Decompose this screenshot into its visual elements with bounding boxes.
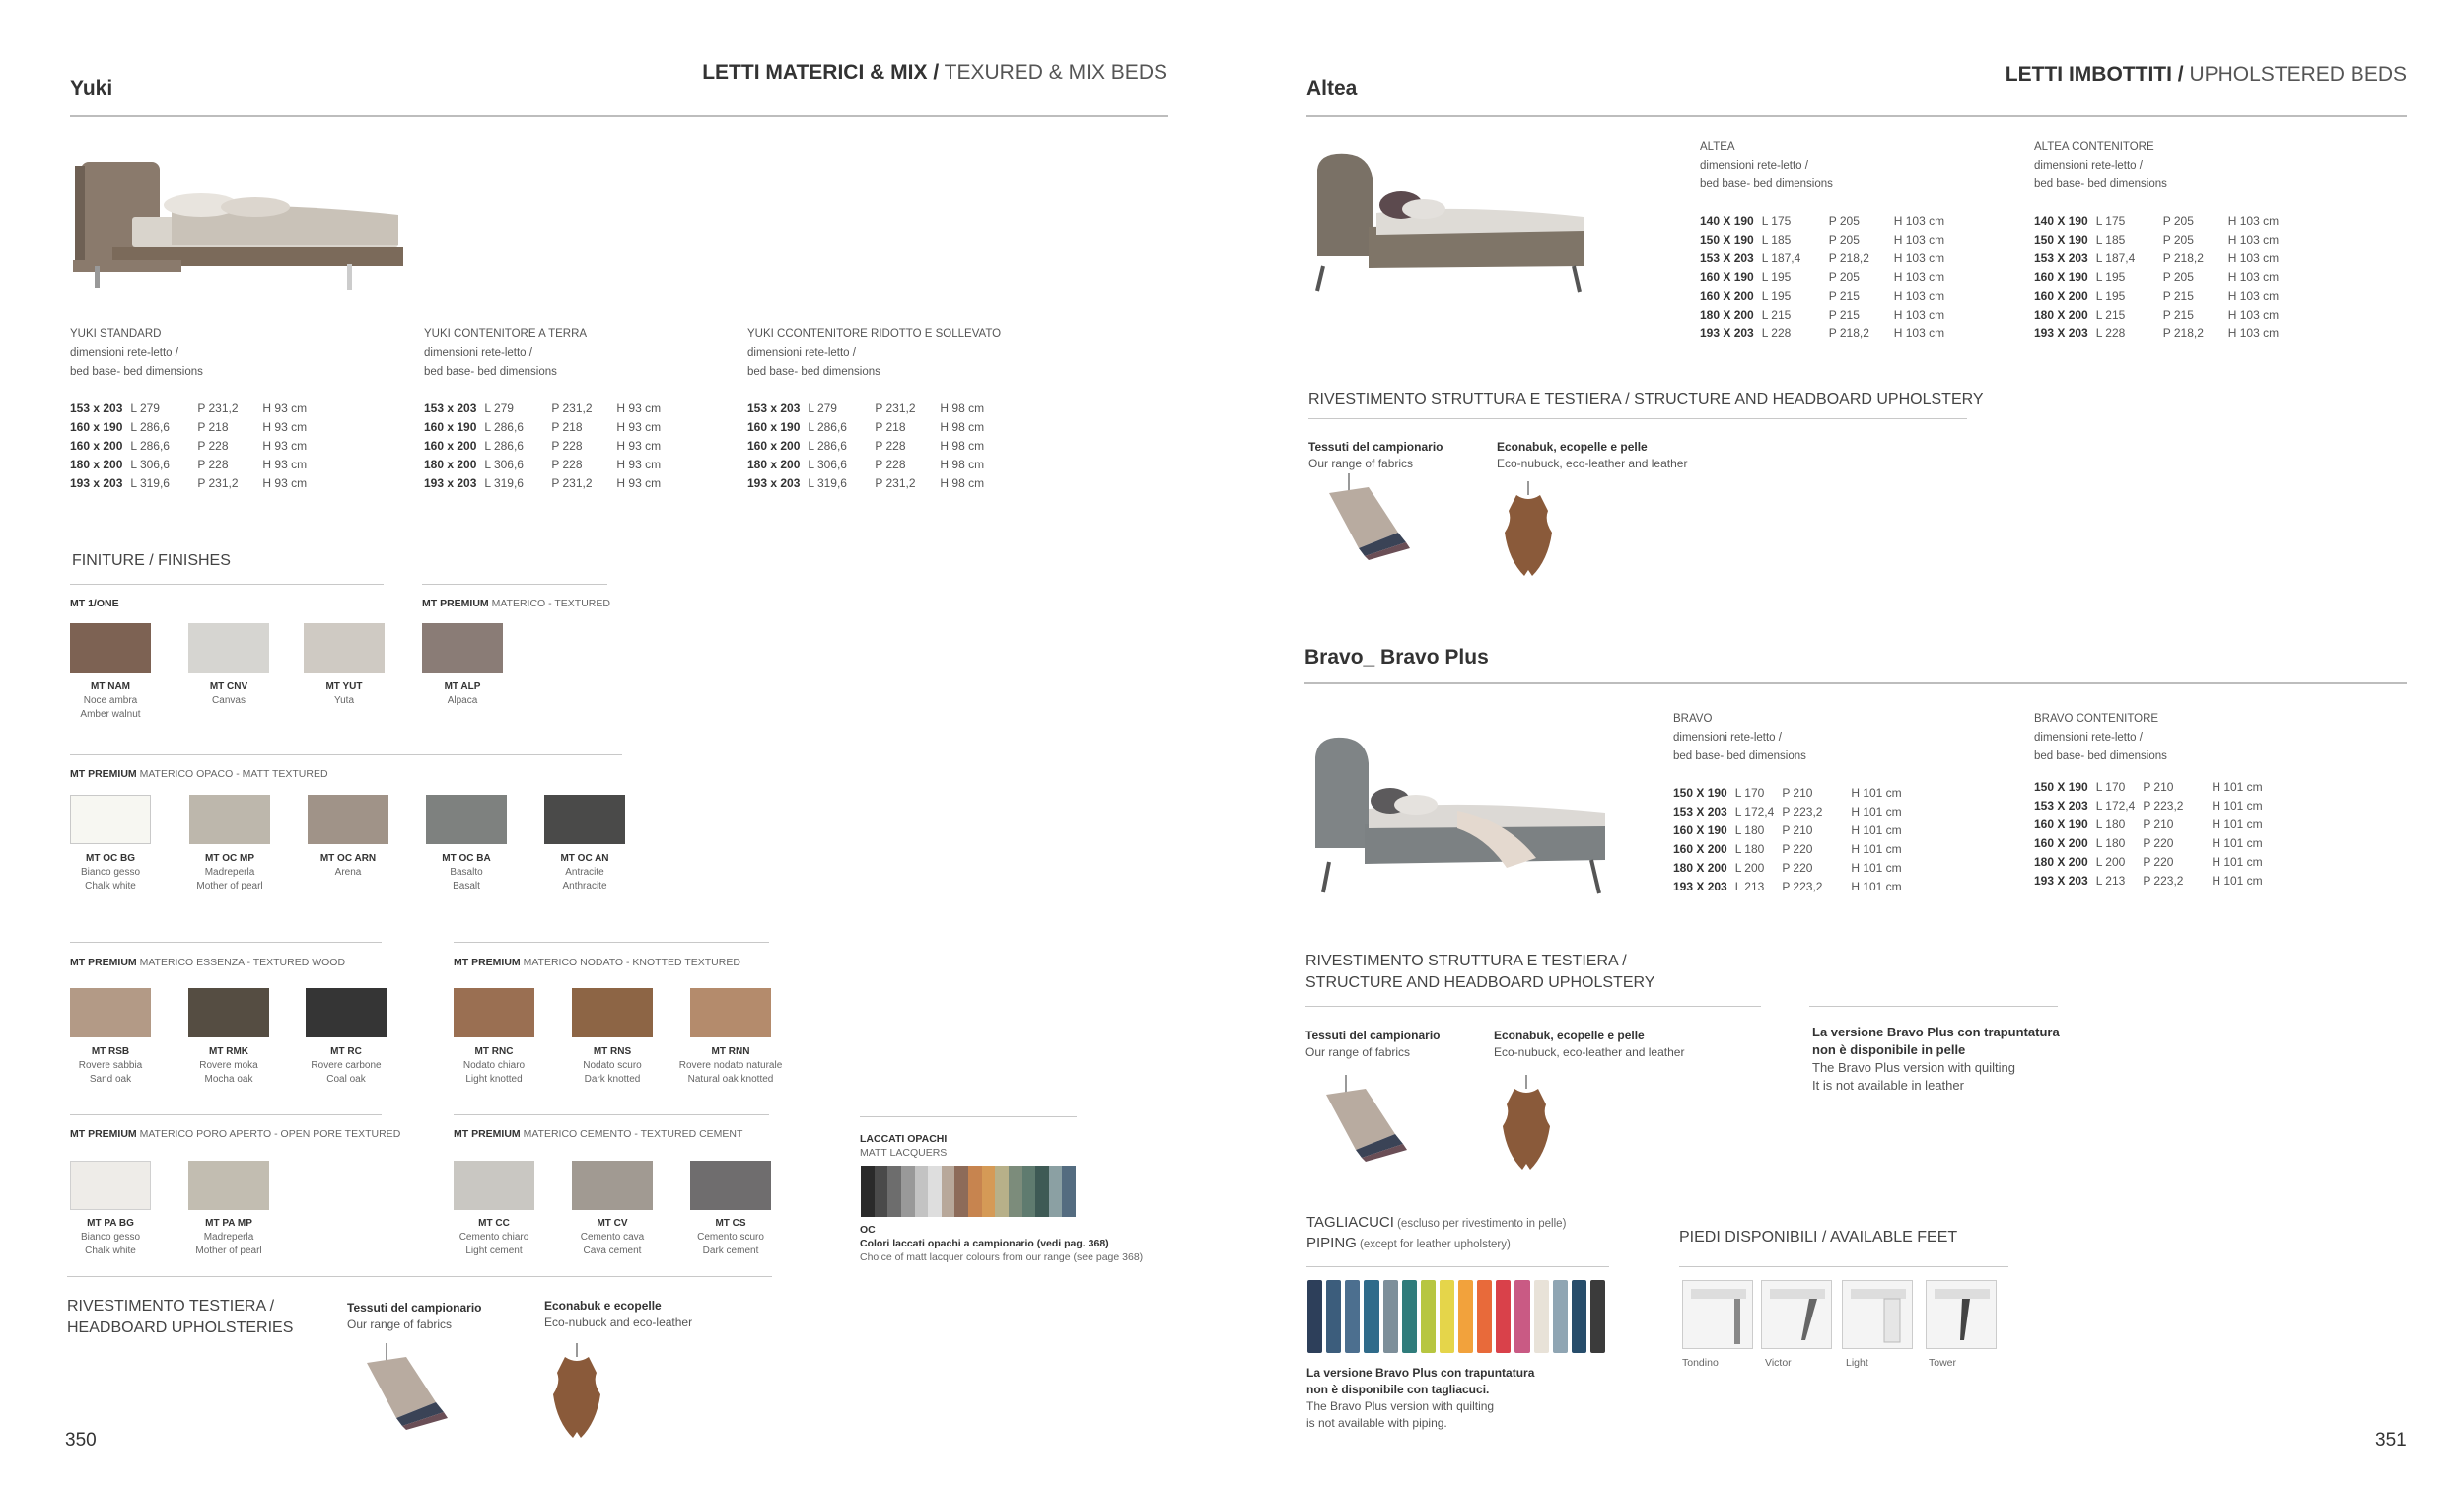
divider [860,1116,1077,1117]
table-row: 153 x 203 L 279 P 231,2 H 93 cm [424,401,662,415]
lacquers-desc: OC Colori laccati opachi a campionario (vedi pag. 368) Choice of matt lacquer colours from our range (see page 368) [860,1224,1144,1263]
table-row: 193 X 203 L 213 P 223,2 H 101 cm [2034,874,2263,888]
variant-name: YUKI CONTENITORE A TERRA [424,328,588,340]
finish-swatch[interactable] [189,795,270,844]
table-row: 180 x 200 L 306,6 P 228 H 93 cm [424,458,662,471]
foot-option-tondino[interactable] [1682,1280,1753,1349]
dimension-table [747,399,992,493]
leather-option: Econabuk e ecopelle Eco-nubuck and eco-leather [544,1299,693,1329]
variant-name: BRAVO CONTENITORE [2034,713,2159,725]
finish-swatch[interactable] [572,988,653,1037]
finish-label: MT CC Cemento chiaro Light cement [458,1218,529,1256]
finish-label: MT OC MP Madreperla Mother of pearl [196,853,263,891]
finish-label: MT ALP Alpaca [444,681,481,706]
finish-label: MT OC BA Basalto Basalt [442,853,491,891]
table-row: 160 X 200 L 195 P 215 H 103 cm [1700,289,1945,303]
variant-sub: bed base- bed dimensions [70,366,203,378]
lacquer-chip[interactable] [1035,1166,1049,1217]
altea-fabric-option: Tessuti del campionario Our range of fabrics [1308,440,1443,470]
variant-sub: dimensioni rete-letto / [2034,732,2143,744]
variant-sub: bed base- bed dimensions [2034,178,2167,190]
group-premium-knotted: MT PREMIUM MATERICO NODATO - KNOTTED TEXTURED [454,957,740,968]
variant-name: YUKI STANDARD [70,328,162,340]
piping-color-samples[interactable] [1307,1280,1605,1353]
fabric-samples-icon [357,1343,456,1432]
table-row: 193 x 203 L 319,6 P 231,2 H 93 cm [70,476,308,490]
table-row: 180 x 200 L 306,6 P 228 H 98 cm [747,458,985,471]
group-premium-textured: MT PREMIUM MATERICO - TEXTURED [422,598,610,609]
bravo-leather-option: Econabuk, ecopelle e pelle Eco-nubuck, eco-leather and leather [1494,1029,1685,1059]
lacquers-title: LACCATI OPACHI [860,1133,948,1145]
piping-chip[interactable] [1326,1280,1341,1353]
finishes-title: FINITURE / FINISHES [72,552,231,569]
finish-label: MT PA BG Bianco gesso Chalk white [80,1218,141,1256]
headboard-upholstery-title: RIVESTIMENTO TESTIERA / HEADBOARD UPHOLSTERIES [67,1298,294,1336]
lacquers-subtitle: MATT LACQUERS [860,1147,948,1159]
table-row: 160 X 190 L 195 P 205 H 103 cm [2034,270,2280,284]
lacquer-chip[interactable] [995,1166,1009,1217]
finish-swatch[interactable] [308,795,388,844]
divider [70,942,382,943]
table-row: 140 X 190 L 175 P 205 H 103 cm [2034,214,2280,228]
table-row: 160 X 190 L 195 P 205 H 103 cm [1700,270,1945,284]
yuki-bed-image [73,156,408,294]
page-number-right: 351 [2375,1430,2407,1451]
piping-title: TAGLIACUCI (escluso per rivestimento in pelle) PIPING (except for leather upholstery) [1306,1214,1567,1251]
table-row: 150 X 190 L 170 P 210 H 101 cm [2034,780,2263,794]
finish-label: MT OC BG Bianco gesso Chalk white [80,853,141,891]
piping-chip[interactable] [1496,1280,1511,1353]
lacquer-chip[interactable] [928,1166,942,1217]
table-row: 193 X 203 L 228 P 218,2 H 103 cm [2034,326,2280,340]
dimension-table [2034,212,2287,343]
finish-swatch[interactable] [572,1161,653,1210]
lacquers-block [860,1132,947,1160]
finish-label: MT RNS Nodato scuro Dark knotted [583,1046,642,1085]
finish-label: MT RC Rovere carbone Coal oak [311,1046,382,1085]
leather-hide-icon [1499,481,1558,580]
table-row: 180 X 200 L 200 P 220 H 101 cm [1673,861,1902,875]
dimension-table [424,399,669,493]
lacquer-chip[interactable] [954,1166,968,1217]
table-row: 160 X 200 L 180 P 220 H 101 cm [2034,836,2263,850]
yuki-variant-standard [70,325,315,493]
piping-chip[interactable] [1477,1280,1492,1353]
group-premium-wood: MT PREMIUM MATERICO ESSENZA - TEXTURED WOOD [70,957,346,968]
finish-label: MT PA MP Madreperla Mother of pearl [195,1218,262,1256]
foot-label: Tondino [1682,1357,1719,1369]
variant-name: ALTEA CONTENITORE [2034,141,2154,153]
altea-bed-image [1307,148,1593,296]
table-row: 160 x 200 L 286,6 P 228 H 98 cm [747,439,985,453]
table-row: 140 X 190 L 175 P 205 H 103 cm [1700,214,1945,228]
piping-chip[interactable] [1572,1280,1586,1353]
table-row: 153 X 203 L 172,4 P 223,2 H 101 cm [1673,805,1902,819]
variant-sub: dimensioni rete-letto / [70,347,178,359]
variant-name: ALTEA [1700,141,1735,153]
divider [70,1114,382,1115]
page-title-altea: Altea [1306,77,1358,100]
finish-label: MT CV Cemento cava Cava cement [580,1218,645,1256]
table-row: 180 X 200 L 215 P 215 H 103 cm [1700,308,1945,321]
altea-upholstery-title: RIVESTIMENTO STRUTTURA E TESTIERA / STRUCTURE AND HEADBOARD UPHOLSTERY [1308,392,1984,408]
dimension-table [1673,784,1910,896]
finish-label: MT CS Cemento scuro Dark cement [697,1218,764,1256]
foot-option-tower[interactable] [1926,1280,1997,1349]
yuki-variant-ridotto [747,325,1001,493]
variant-name: BRAVO [1673,713,1713,725]
divider [67,1276,772,1277]
divider [1679,1266,2008,1267]
divider [1305,1006,1761,1007]
finish-swatch[interactable] [454,1161,534,1210]
finish-label: MT YUT Yuta [325,681,363,706]
lacquer-chip[interactable] [901,1166,915,1217]
light-foot-icon [1843,1281,1912,1348]
table-row: 150 X 190 L 185 P 205 H 103 cm [2034,233,2280,247]
yuki-variant-contenitore [424,325,669,493]
divider [1306,1266,1609,1267]
table-row: 153 x 203 L 279 P 231,2 H 93 cm [70,401,308,415]
lacquer-chip[interactable] [915,1166,929,1217]
finish-label: MT RNN Rovere nodato naturale Natural oak knotted [678,1046,783,1085]
table-row: 160 X 190 L 180 P 210 H 101 cm [2034,818,2263,831]
piping-chip[interactable] [1421,1280,1436,1353]
finish-swatch[interactable] [544,795,625,844]
table-row: 160 x 190 L 286,6 P 218 H 98 cm [747,420,985,434]
piping-chip[interactable] [1534,1280,1549,1353]
right-header-divider [1306,115,2407,117]
page-title-yuki: Yuki [70,77,113,100]
piping-chip[interactable] [1458,1280,1473,1353]
table-row: 160 X 200 L 195 P 215 H 103 cm [2034,289,2280,303]
finish-swatch[interactable] [306,988,387,1037]
piping-chip[interactable] [1383,1280,1398,1353]
bravo-divider [1304,682,2407,684]
table-row: 180 X 200 L 215 P 215 H 103 cm [2034,308,2280,321]
variant-name: YUKI CCONTENITORE RIDOTTO E SOLLEVATO [747,328,1002,340]
finish-swatch[interactable] [304,623,385,673]
table-row: 193 x 203 L 319,6 P 231,2 H 98 cm [747,476,985,490]
table-row: 160 X 200 L 180 P 220 H 101 cm [1673,842,1902,856]
divider [422,584,607,585]
finish-swatch[interactable] [188,623,269,673]
variant-sub: dimensioni rete-letto / [747,347,856,359]
altea-variant-standard [1700,138,1952,343]
divider [1308,418,1967,419]
piping-note: La versione Bravo Plus con trapuntatura non è disponibile con tagliacuci. The Bravo Plus version with quilting is not available with piping. [1306,1366,1535,1430]
variant-sub: bed base- bed dimensions [2034,750,2167,762]
finish-swatch[interactable] [70,1161,151,1210]
finish-label: MT NAM Noce ambra Amber walnut [80,681,141,720]
variant-sub: dimensioni rete-letto / [1700,160,1808,172]
dimension-table [70,399,315,493]
lacquer-chip[interactable] [1022,1166,1036,1217]
bravo-variant-contenitore [2034,710,2271,890]
tower-foot-icon [1927,1281,1996,1348]
variant-sub: bed base- bed dimensions [1700,178,1833,190]
table-row: 160 x 190 L 286,6 P 218 H 93 cm [424,420,662,434]
table-row: 180 x 200 L 306,6 P 228 H 93 cm [70,458,308,471]
finish-swatch[interactable] [426,795,507,844]
table-row: 150 X 190 L 170 P 210 H 101 cm [1673,786,1902,800]
table-row: 193 X 203 L 213 P 223,2 H 101 cm [1673,880,1902,893]
foot-label: Tower [1929,1357,1957,1369]
foot-option-victor[interactable] [1761,1280,1832,1349]
piping-chip[interactable] [1553,1280,1568,1353]
lacquer-chip[interactable] [887,1166,901,1217]
finish-label: MT CNV Canvas [209,681,248,706]
victor-foot-icon [1762,1281,1831,1348]
piping-chip[interactable] [1440,1280,1454,1353]
group-mt-one: MT 1/ONE [70,598,119,609]
finish-label: MT RMK Rovere moka Mocha oak [199,1046,258,1085]
finish-swatch[interactable] [690,1161,771,1210]
dimension-table [1700,212,1952,343]
right-page-header: LETTI IMBOTTITI / UPHOLSTERED BEDS [2005,63,2407,86]
group-premium-cement: MT PREMIUM MATERICO CEMENTO - TEXTURED CEMENT [454,1128,743,1140]
page-title-bravo: Bravo_ Bravo Plus [1304,646,1489,669]
piping-chip[interactable] [1590,1280,1605,1353]
finish-label: MT RSB Rovere sabbia Sand oak [78,1046,143,1085]
finish-swatch[interactable] [70,988,151,1037]
lacquer-chip[interactable] [875,1166,888,1217]
table-row: 193 x 203 L 319,6 P 231,2 H 93 cm [424,476,662,490]
foot-label: Light [1846,1357,1868,1369]
dimension-table [2034,778,2271,890]
lacquer-color-strip[interactable] [861,1166,1076,1217]
finish-swatch[interactable] [422,623,503,673]
table-row: 160 x 200 L 286,6 P 228 H 93 cm [70,439,308,453]
finish-swatch[interactable] [188,1161,269,1210]
finish-swatch[interactable] [70,623,151,673]
feet-title: PIEDI DISPONIBILI / AVAILABLE FEET [1679,1229,1958,1246]
piping-chip[interactable] [1402,1280,1417,1353]
table-row: 193 X 203 L 228 P 218,2 H 103 cm [1700,326,1945,340]
piping-chip[interactable] [1514,1280,1529,1353]
lacquer-chip[interactable] [1062,1166,1076,1217]
finish-label: MT RNC Nodato chiaro Light knotted [462,1046,526,1085]
piping-chip[interactable] [1345,1280,1360,1353]
divider [454,942,769,943]
divider [454,1114,769,1115]
piping-chip[interactable] [1364,1280,1378,1353]
finish-label: MT OC AN Antracite Anthracite [560,853,609,891]
variant-sub: dimensioni rete-letto / [1673,732,1782,744]
table-row: 160 x 200 L 286,6 P 228 H 93 cm [424,439,662,453]
finish-swatch[interactable] [454,988,534,1037]
variant-sub: dimensioni rete-letto / [424,347,532,359]
lacquer-chip[interactable] [1049,1166,1063,1217]
finish-swatch[interactable] [70,795,151,844]
fabric-option: Tessuti del campionario Our range of fabrics [347,1301,482,1331]
lacquer-chip[interactable] [942,1166,955,1217]
lacquer-chip[interactable] [968,1166,982,1217]
finish-swatch[interactable] [690,988,771,1037]
fabric-samples-icon [1316,1075,1415,1164]
lacquer-chip[interactable] [861,1166,875,1217]
lacquer-chip[interactable] [1009,1166,1022,1217]
divider [70,584,384,585]
divider [1809,1006,2058,1007]
foot-option-light[interactable] [1842,1280,1913,1349]
table-row: 153 X 203 L 187,4 P 218,2 H 103 cm [2034,251,2280,265]
bravo-plus-leather-note: La versione Bravo Plus con trapuntatura non è disponibile in pelle The Bravo Plus version with quilting It is not available in leather [1812,1025,2060,1093]
variant-sub: bed base- bed dimensions [747,366,880,378]
table-row: 180 X 200 L 200 P 220 H 101 cm [2034,855,2263,869]
bravo-bed-image [1309,730,1615,897]
altea-variant-contenitore [2034,138,2287,343]
lacquer-chip[interactable] [982,1166,996,1217]
table-row: 160 X 190 L 180 P 210 H 101 cm [1673,823,1902,837]
bravo-fabric-option: Tessuti del campionario Our range of fabrics [1305,1029,1441,1059]
page-number-left: 350 [65,1430,97,1451]
leather-hide-icon [547,1343,606,1442]
variant-sub: bed base- bed dimensions [424,366,557,378]
left-page-header: LETTI MATERICI & MIX / TEXURED & MIX BEDS [702,61,1167,84]
tondino-foot-icon [1683,1281,1752,1348]
leather-hide-icon [1497,1075,1556,1174]
finish-label: MT OC ARN Arena [319,853,377,878]
altea-leather-option: Econabuk, ecopelle e pelle Eco-nubuck, eco-leather and leather [1497,440,1688,470]
variant-sub: bed base- bed dimensions [1673,750,1806,762]
left-header-divider [70,115,1168,117]
group-premium-open-pore: MT PREMIUM MATERICO PORO APERTO - OPEN PORE TEXTURED [70,1128,401,1140]
table-row: 150 X 190 L 185 P 205 H 103 cm [1700,233,1945,247]
divider [70,754,622,755]
finish-swatch[interactable] [188,988,269,1037]
bravo-variant-standard [1673,710,1910,896]
bravo-upholstery-title: RIVESTIMENTO STRUTTURA E TESTIERA / STRUCTURE AND HEADBOARD UPHOLSTERY [1305,953,1655,991]
variant-sub: dimensioni rete-letto / [2034,160,2143,172]
table-row: 160 x 190 L 286,6 P 218 H 93 cm [70,420,308,434]
foot-label: Victor [1765,1357,1792,1369]
piping-chip[interactable] [1307,1280,1322,1353]
group-premium-matt: MT PREMIUM MATERICO OPACO - MATT TEXTURED [70,768,328,780]
table-row: 153 X 203 L 187,4 P 218,2 H 103 cm [1700,251,1945,265]
table-row: 153 X 203 L 172,4 P 223,2 H 101 cm [2034,799,2263,813]
fabric-samples-icon [1319,473,1418,562]
table-row: 153 x 203 L 279 P 231,2 H 98 cm [747,401,985,415]
